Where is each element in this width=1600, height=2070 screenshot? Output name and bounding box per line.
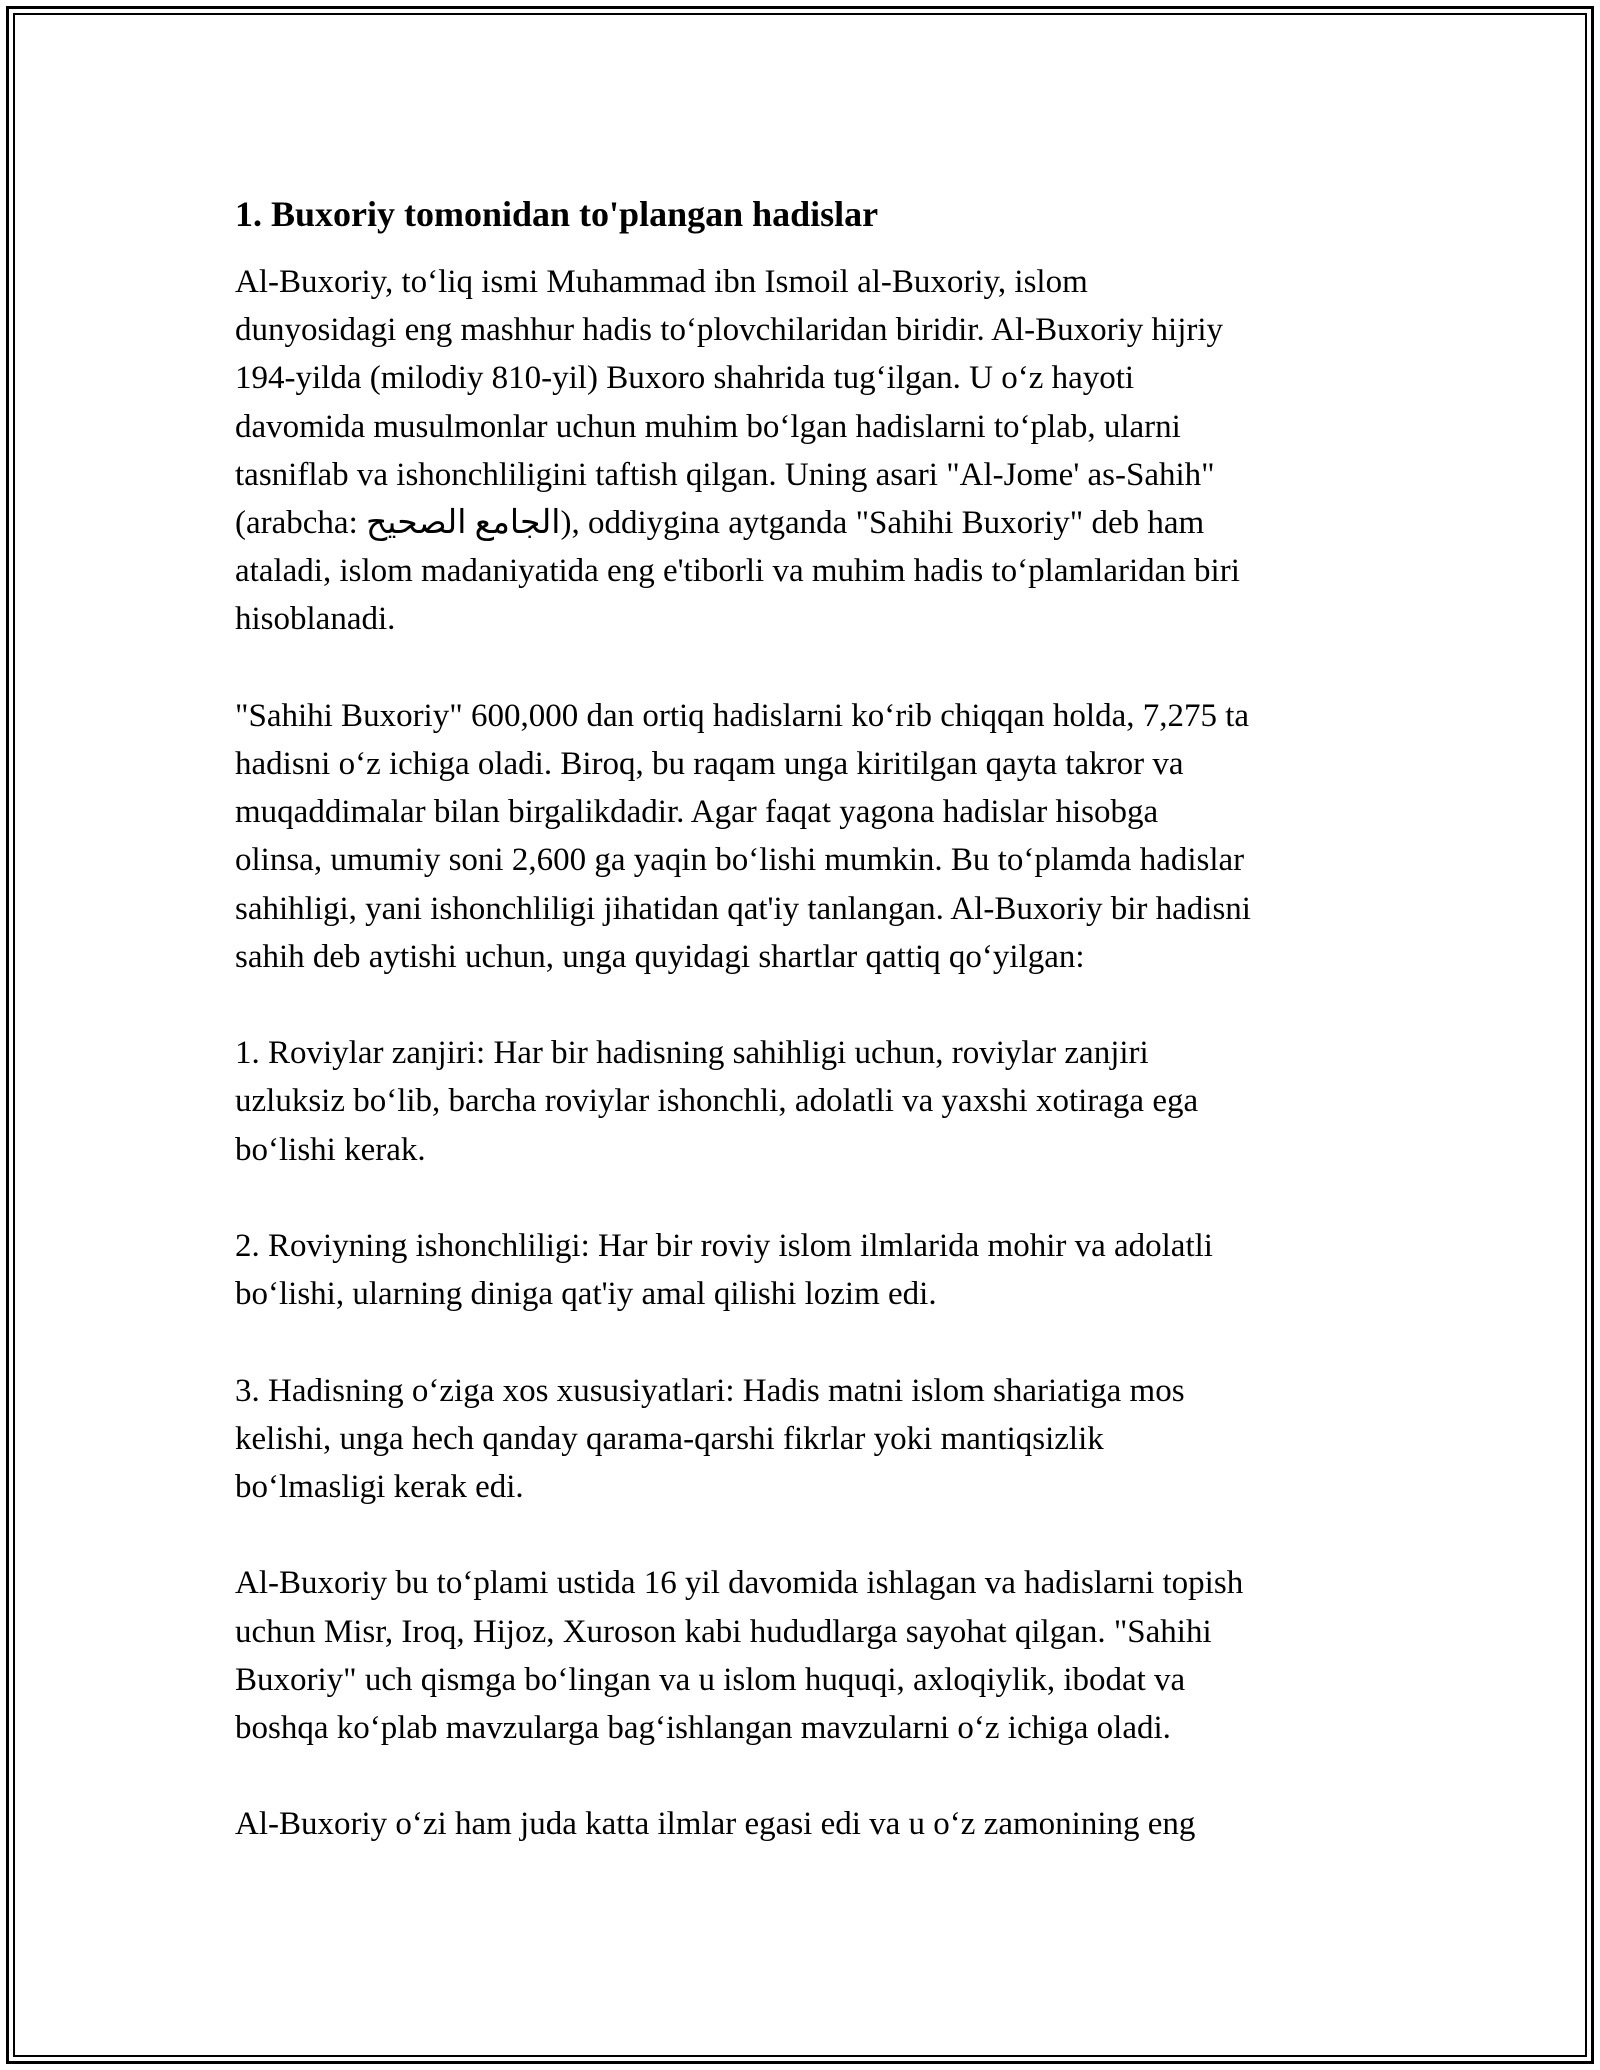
paragraph-condition-narrator-chain: 1. Roviylar zanjiri: Har bir hadisning sahihligi uchun, roviylar zanjiri uzluksiz bo‘lib, barcha roviylar ishonchli, adolatli va yaxshi xotiraga ega bo‘lishi kerak. bbox=[235, 1035, 1199, 1168]
document-body bbox=[235, 186, 1365, 1897]
paragraph-travels: Al-Buxoriy bu to‘plami ustida 16 yil davomida ishlagan va hadislarni topish uchun Misr, Iroq, Hijoz, Xuroson kabi hududlarga sayohat qilgan. "Sahihi Buxoriy" uch qismga bo‘lingan va u islom huquqi, axloqiylik, ibodat va boshqa ko‘plab mavzularga bag‘ishlangan mavzularni o‘z ichiga oladi. bbox=[235, 1565, 1244, 1747]
paragraph-biography: Al-Buxoriy, to‘liq ismi Muhammad ibn Ismoil al-Buxoriy, islom dunyosidagi eng mashhur hadis to‘plovchilaridan biridir. Al-Buxoriy hijriy 194-yilda (milodiy 810-yil) Buxoro shahrida tug‘ilgan. U o‘z hayoti davomida musulmonlar uchun muhim bo‘lgan hadislarni to‘plab, ularni tasniflab va ishonchliligini taftish qilgan. Uning asari "Al-Jome' as-Sahih" (arabcha: الجامع الصحيح), oddiygina aytganda "Sahihi Buxoriy" deb ham ataladi, islom madaniyatida eng e'tiborli va muhim hadis to‘plamlaridan biri hisoblanadi. bbox=[235, 264, 1240, 638]
section-heading: 1. Buxoriy tomonidan to'plangan hadislar bbox=[235, 194, 879, 234]
paragraph-condition-hadith-content: 3. Hadisning o‘ziga xos xususiyatlari: Hadis matni islom shariatiga mos kelishi, unga hech qanday qarama-qarshi fikrlar yoki mantiqsizlik bo‘lmasligi kerak edi. bbox=[235, 1372, 1185, 1506]
paragraph-condition-narrator-reliability: 2. Roviyning ishonchliligi: Har bir roviy islom ilmlarida mohir va adolatli bo‘lishi, ularning diniga qat'iy amal qilishi lozim edi. bbox=[235, 1228, 1213, 1313]
paragraph-collection-size: "Sahihi Buxoriy" 600,000 dan ortiq hadislarni ko‘rib chiqqan holda, 7,275 ta hadisni o‘z ichiga oladi. Biroq, bu raqam unga kiritilgan qayta takror va muqaddimalar bilan birgalikdadir. Agar faqat yagona hadislar hisobga olinsa, umumiy soni 2,600 ga yaqin bo‘lishi mumkin. Bu to‘plamda hadislar sahihligi, yani ishonchliligi jihatidan qat'iy tanlangan. Al-Buxoriy bir hadisni sahih deb aytishi uchun, unga quyidagi shartlar qattiq qo‘yilgan: bbox=[235, 697, 1251, 975]
paragraph-scholarship: Al-Buxoriy o‘zi ham juda katta ilmlar egasi edi va u o‘z zamonining eng bbox=[235, 1806, 1196, 1843]
